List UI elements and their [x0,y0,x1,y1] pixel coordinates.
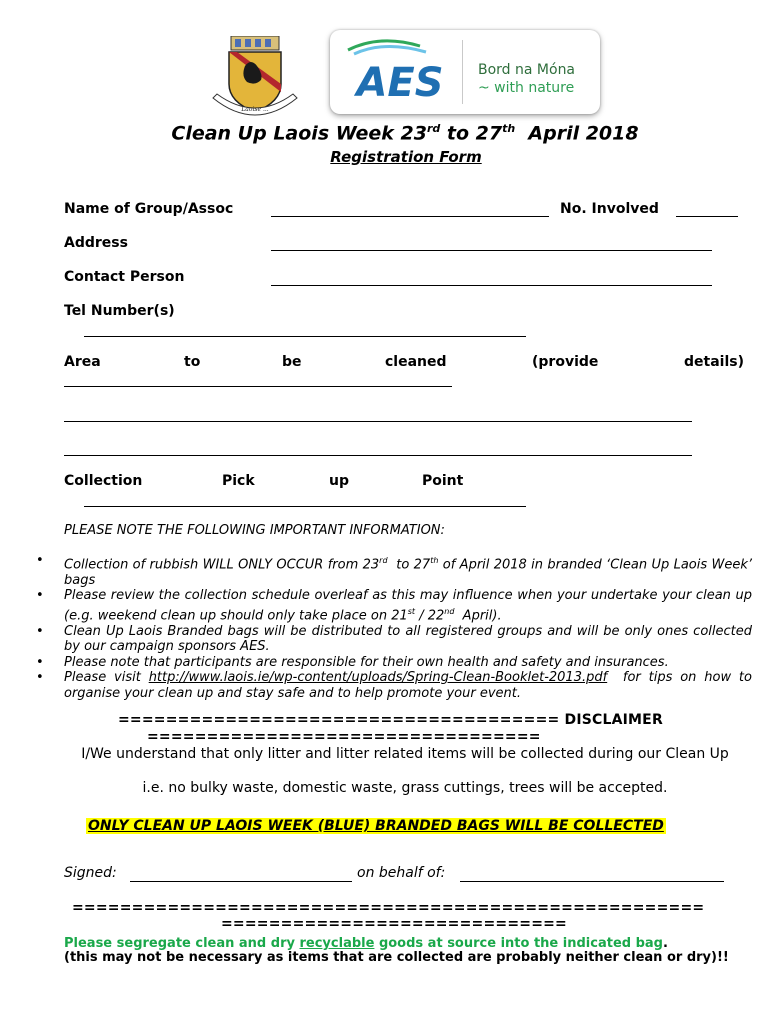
involved-label: No. Involved [560,201,659,217]
on-behalf-field[interactable] [460,881,724,882]
form-subtitle: Registration Form [330,148,482,166]
disclaimer-exclusions: i.e. no bulky waste, domestic waste, grass cuttings, trees will be accepted. [142,780,668,796]
collection-word-1: Collection [64,473,143,489]
disclaimer-heading: ===================================== DISCLAIMER [118,712,663,728]
list-item: • Please review the collection schedule overleaf as this may influence when your undertake your clean up (e.g. weekend clean up should only take place on 21st / 22nd April). [36,588,752,623]
signed-label: Signed: [64,865,117,881]
separator-line: ===================================================== [72,900,705,916]
area-word-6: details) [684,354,744,370]
separator-line: ============================= [221,916,567,932]
sponsor-logo-card [330,30,600,114]
area-word-3: be [282,354,302,370]
list-item: • Clean Up Laois Branded bags will be distributed to all registered groups and will be only ones collected by our campaign sponsors AES. [36,624,752,655]
booklet-link[interactable]: http://www.laois.ie/wp-content/uploads/Spring-Clean-Booklet-2013.pdf [148,670,608,686]
address-field[interactable] [271,250,712,251]
info-heading: PLEASE NOTE THE FOLLOWING IMPORTANT INFORMATION: [64,523,445,538]
highlight-notice: ONLY CLEAN UP LAOIS WEEK (BLUE) BRANDED BAGS WILL BE COLLECTED [88,818,664,834]
aes-logo-icon [340,36,460,108]
partner-tagline: ~ with nature [478,80,575,96]
page-title: Clean Up Laois Week 23rd to 27th April 2018 [171,122,639,145]
involved-field[interactable] [676,216,738,217]
tel-number-label: Tel Number(s) [64,303,175,319]
aes-logo-text: AES [356,60,444,106]
area-word-1: Area [64,354,101,370]
collection-word-3: up [329,473,349,489]
segregate-notice: Please segregate clean and dry recyclable goods at source into the indicated bag. [64,936,668,951]
disclaimer-text: I/We understand that only litter and litter related items will be collected during our Clean Up [81,746,729,762]
list-item: • Please note that participants are responsible for their own health and safety and insurances. [36,655,752,671]
county-crest-logo [205,36,305,122]
collection-word-2: Pick [222,473,255,489]
group-name-label: Name of Group/Assoc [64,201,234,217]
collection-word-4: Point [422,473,464,489]
group-name-field[interactable] [271,216,549,217]
area-word-4: cleaned [385,354,447,370]
area-field-line-1[interactable] [64,386,452,387]
footer-note: (this may not be necessary as items that are collected are probably neither clean or dry)!! [64,950,729,965]
area-word-5: (provide [532,354,599,370]
address-label: Address [64,235,128,251]
list-item: • Please visit http://www.laois.ie/wp-content/uploads/Spring-Clean-Booklet-2013.pdf for tips on how to organise your clean up and stay safe and to help promote your event. [36,670,752,701]
crest-motto: Laoise ... [241,106,269,113]
partner-name: Bord na Móna [478,62,576,78]
tel-number-field[interactable] [84,336,526,337]
area-field-line-3[interactable] [64,455,692,456]
list-item: • Collection of rubbish WILL ONLY OCCUR from 23rd to 27th of April 2018 in branded ‘Clean Up Laois Week’ bags [36,553,752,588]
contact-person-field[interactable] [271,285,712,286]
collection-point-field[interactable] [84,506,526,507]
separator-line: ================================= [147,729,541,745]
logo-divider [462,40,463,104]
contact-person-label: Contact Person [64,269,185,285]
info-list [36,553,757,701]
area-field-line-2[interactable] [64,421,692,422]
crest-icon [205,36,305,122]
on-behalf-label: on behalf of: [357,865,446,881]
recyclable-term: recyclable [299,936,375,951]
signature-field[interactable] [130,881,352,882]
area-word-2: to [184,354,201,370]
